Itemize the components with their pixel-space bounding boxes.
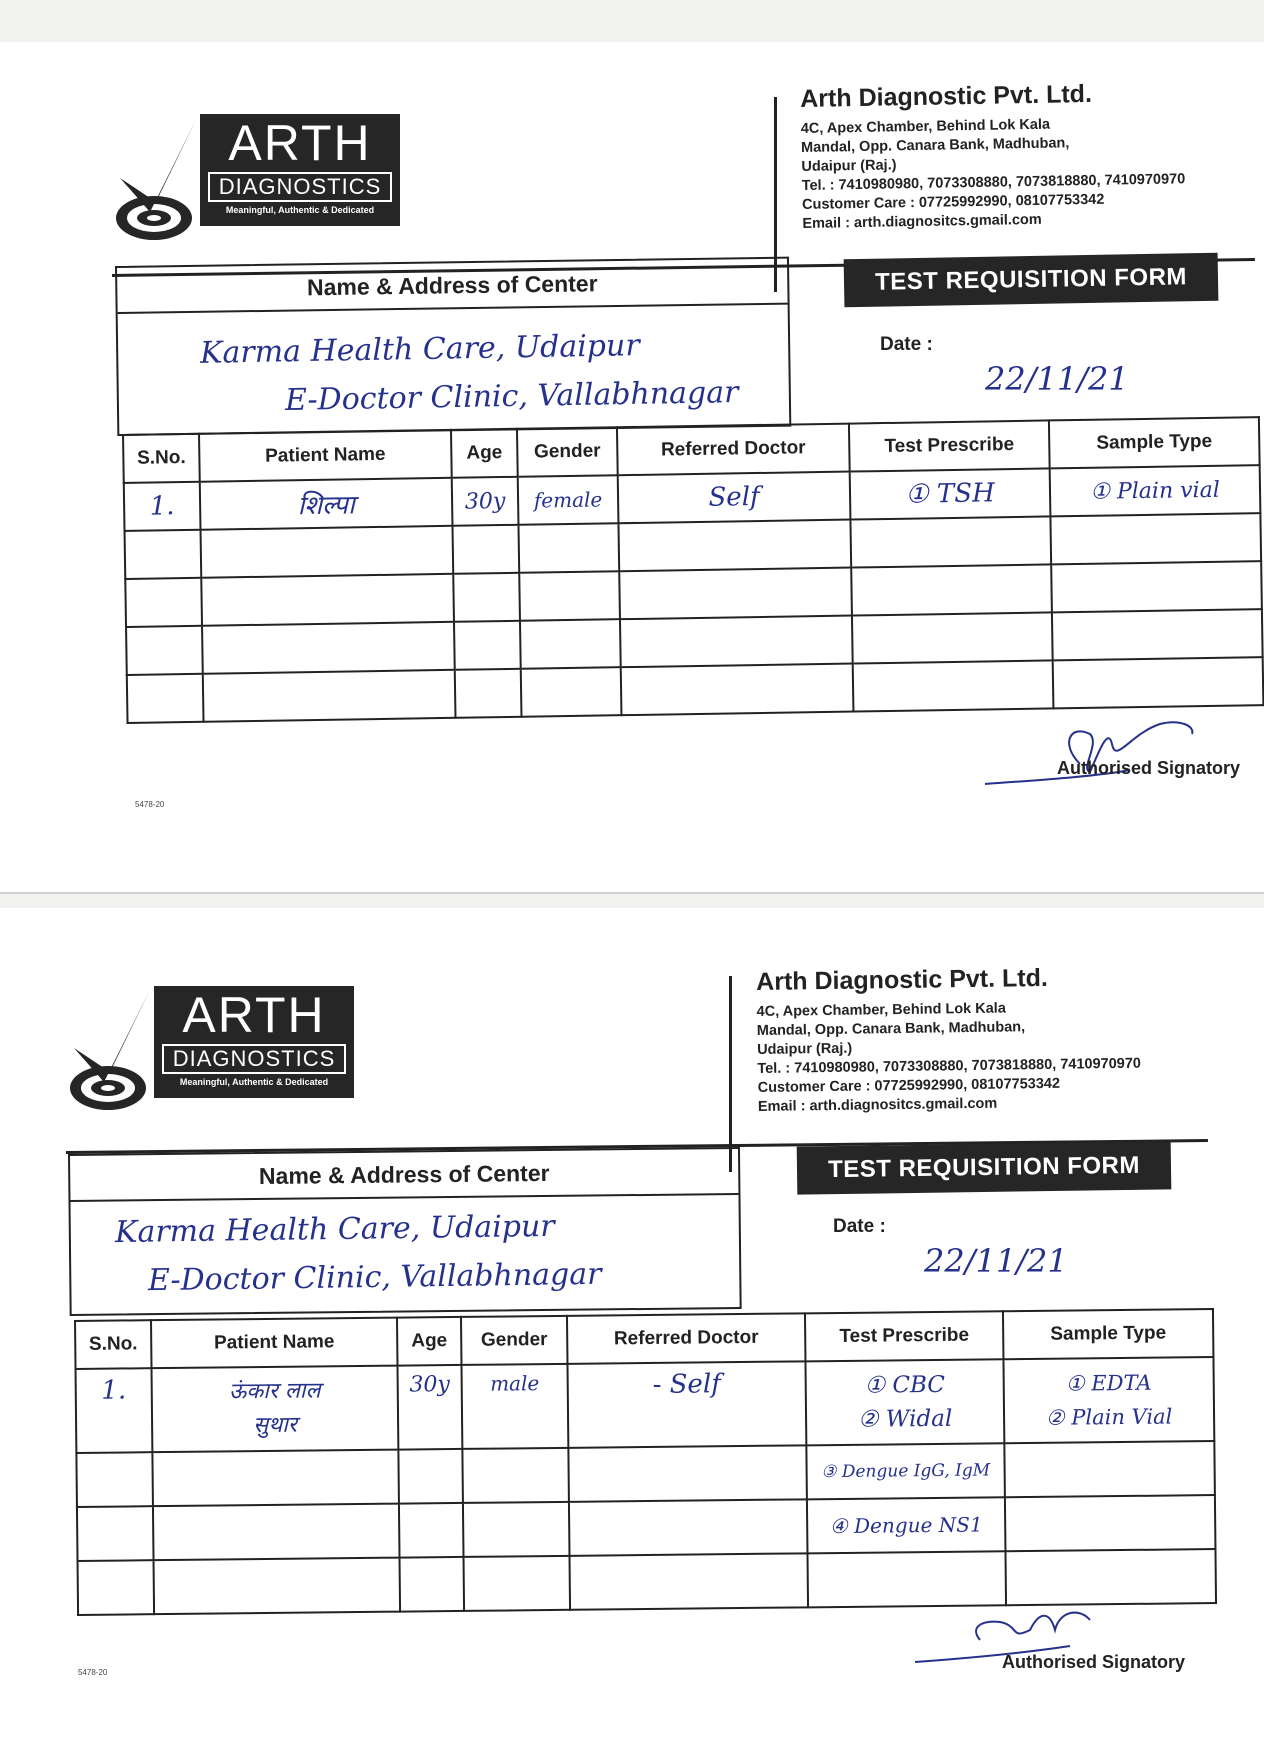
cell-sno: 1. [76, 1368, 153, 1453]
cell-referred-doctor: - Self [567, 1361, 806, 1447]
form-title: TEST REQUISITION FORM [797, 1141, 1172, 1194]
company-details [800, 78, 1186, 234]
cell-gender: male [461, 1364, 568, 1449]
center-address-line: E-Doctor Clinic, Vallabhnagar [284, 375, 739, 418]
cell-patient-name: शिल्पा [200, 478, 453, 530]
col-referred-doctor: Referred Doctor [617, 424, 850, 476]
logo-main-text: ARTH [182, 987, 326, 1043]
company-address-2: Mandal, Opp. Canara Bank, Madhuban, [800, 135, 1070, 156]
sample-item: ① EDTA [1065, 1370, 1152, 1396]
signature-image [980, 714, 1220, 794]
patient-table [122, 416, 1264, 724]
patient-table [74, 1308, 1217, 1616]
col-patient-name: Patient Name [151, 1318, 397, 1369]
col-gender: Gender [517, 427, 618, 477]
logo-sub-text: DIAGNOSTICS [162, 1044, 346, 1074]
company-customer-care: Customer Care : 07725992990, 08107753342 [801, 191, 1105, 213]
logo-tagline: Meaningful, Authentic & Dedicated [179, 1077, 329, 1087]
cell-test-prescribe [805, 1359, 1004, 1445]
cell-sample-type [1003, 1357, 1214, 1443]
date-label: Date : [833, 1216, 886, 1237]
company-address-3: Udaipur (Raj.) [801, 157, 897, 175]
table-row [76, 1357, 1215, 1453]
center-name-line: Karma Health Care, Udaipur [199, 328, 640, 371]
logo-tagline: Meaningful, Authentic & Dedicated [225, 205, 375, 215]
arth-logo [110, 110, 410, 250]
company-details [756, 963, 1142, 1117]
cell-test-prescribe: ③ Dengue IgG, IgM [806, 1443, 1005, 1499]
requisition-form-2 [0, 908, 1264, 1753]
cell-age: 30y [397, 1365, 462, 1450]
center-name-line: Karma Health Care, Udaipur [114, 1208, 555, 1251]
company-name: Arth Diagnostic Pvt. Ltd. [756, 963, 1049, 996]
col-sno: S.No. [75, 1320, 151, 1369]
company-address-1: 4C, Apex Chamber, Behind Lok Kala [800, 116, 1051, 137]
authorised-signatory: Authorised Signatory [1002, 1652, 1186, 1672]
company-address-1: 4C, Apex Chamber, Behind Lok Kala [756, 1000, 1006, 1020]
cell-test-prescribe: ① TSH [850, 468, 1051, 519]
date-value: 22/11/21 [985, 360, 1129, 398]
cell-test-prescribe: ④ Dengue NS1 [807, 1497, 1006, 1553]
sample-item: ② Plain Vial [1045, 1404, 1173, 1430]
company-tel: Tel. : 7410980980, 7073308880, 7073818880, 7410970970 [757, 1055, 1142, 1077]
company-name: Arth Diagnostic Pvt. Ltd. [800, 79, 1093, 113]
logo-main-text: ARTH [228, 115, 372, 171]
cell-sno: 1. [124, 482, 201, 531]
authorised-signatory: Authorised Signatory [1057, 758, 1241, 778]
col-age: Age [451, 429, 518, 478]
form-number: 5478-20 [135, 800, 165, 809]
cell-patient-name [152, 1366, 399, 1453]
patient-name-line-1: ऊंकार लाल [228, 1378, 321, 1405]
requisition-form-1 [0, 42, 1264, 894]
company-email: Email : arth.diagnositcs.gmail.com [802, 211, 1042, 232]
col-sno: S.No. [123, 434, 200, 483]
company-address-2: Mandal, Opp. Canara Bank, Madhuban, [756, 1019, 1026, 1039]
arth-logo [64, 980, 364, 1120]
company-tel: Tel. : 7410980980, 7073308880, 7073818880, 7410970970 [801, 171, 1186, 194]
col-referred-doctor: Referred Doctor [567, 1313, 805, 1363]
cell-gender: female [518, 475, 619, 525]
form-title: TEST REQUISITION FORM [844, 253, 1219, 308]
col-patient-name: Patient Name [199, 430, 452, 482]
logo-sub-text: DIAGNOSTICS [208, 172, 392, 202]
center-title: Name & Address of Center [117, 259, 788, 314]
col-sample-type: Sample Type [1003, 1309, 1213, 1359]
col-test-prescribe: Test Prescribe [805, 1311, 1003, 1361]
col-age: Age [397, 1317, 461, 1366]
col-sample-type: Sample Type [1049, 417, 1260, 468]
cell-sample-type: ① Plain vial [1050, 465, 1261, 516]
company-customer-care: Customer Care : 07725992990, 08107753342 [757, 1075, 1061, 1096]
col-gender: Gender [461, 1316, 567, 1365]
cell-age: 30y [452, 477, 519, 526]
col-test-prescribe: Test Prescribe [849, 420, 1050, 471]
center-title: Name & Address of Center [70, 1149, 738, 1202]
center-address-line: E-Doctor Clinic, Vallabhnagar [147, 1256, 602, 1299]
patient-name-line-2: सुथार [253, 1412, 298, 1439]
cell-referred-doctor: Self [618, 472, 851, 524]
test-item: ② Widal [857, 1405, 953, 1433]
company-address-3: Udaipur (Raj.) [757, 1040, 853, 1058]
form-number: 5478-20 [78, 1668, 108, 1677]
test-item: ① CBC [864, 1371, 946, 1399]
company-email: Email : arth.diagnositcs.gmail.com [757, 1095, 998, 1115]
date-value: 22/11/21 [924, 1242, 1068, 1280]
date-label: Date : [880, 334, 933, 355]
